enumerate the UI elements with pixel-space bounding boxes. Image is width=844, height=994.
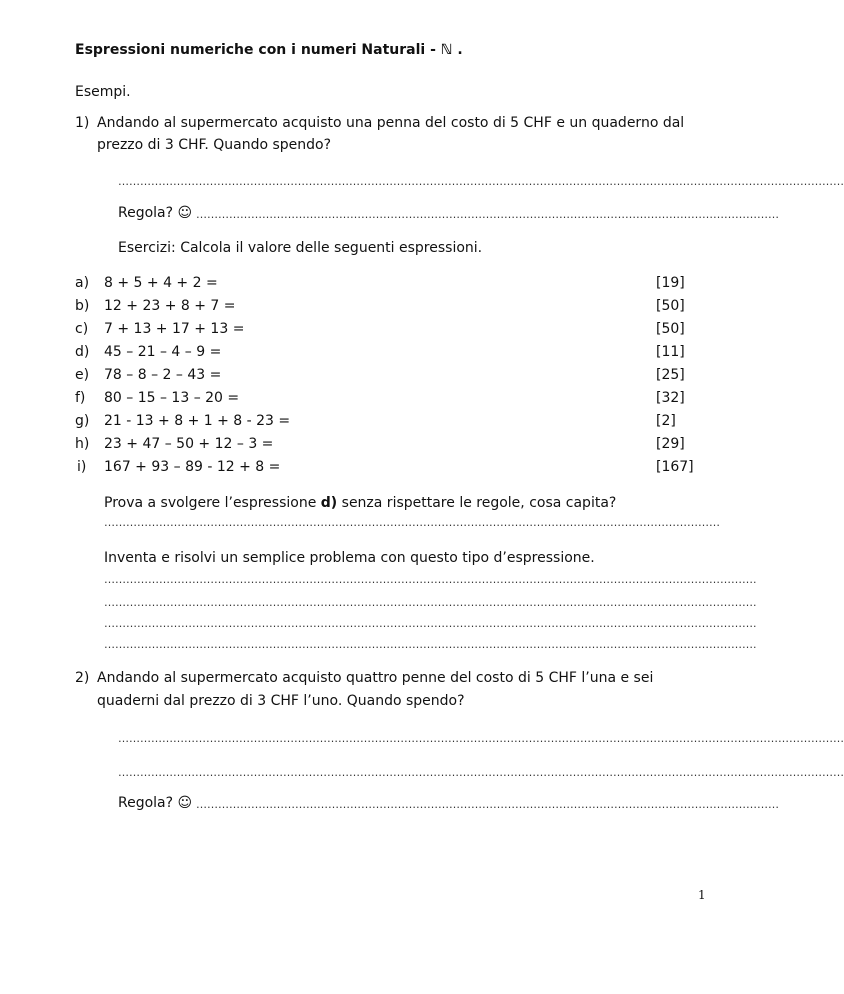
problem1-rule-line: ……………………………………………………………………………………………………………………………………………	[196, 208, 779, 221]
problem1-answer-line: ………………………………………………………………………………………………………………………………………………………………………………	[118, 175, 844, 188]
examples-heading: Esempi.	[75, 84, 131, 100]
exercise-expression: 7 + 13 + 17 + 13 =	[104, 321, 245, 337]
invent-answer-line: …………………………………………………………………………………………………………………………………………………………….	[104, 573, 757, 586]
page-title: Espressioni numeriche con i numeri Naturali - ℕ .	[75, 42, 463, 58]
page-number: 1	[698, 888, 706, 902]
exercise-answer: [2]	[656, 413, 676, 429]
invent-answer-line: …………………………………………………………………………………………………………………………………………………………….	[104, 638, 757, 651]
exercise-letter: c)	[75, 321, 89, 337]
problem2-line2: quaderni dal prezzo di 3 CHF l’uno. Quando spendo?	[97, 693, 465, 709]
try-question	[104, 495, 616, 511]
problem2-answer-line: ………………………………………………………………………………………………………………………………………………………………………………	[118, 766, 844, 779]
try-question-ref: d)	[320, 495, 338, 511]
exercise-expression: 23 + 47 – 50 + 12 – 3 =	[104, 436, 274, 452]
try-question-before: Prova a svolgere l’espressione	[104, 495, 321, 511]
exercise-expression: 8 + 5 + 4 + 2 =	[104, 275, 218, 291]
problem1-line1: Andando al supermercato acquisto una penna del costo di 5 CHF e un quaderno dal	[97, 115, 685, 131]
exercise-answer: [19]	[656, 275, 685, 291]
exercise-answer: [11]	[656, 344, 685, 360]
exercise-letter: a)	[75, 275, 90, 291]
exercise-expression: 45 – 21 – 4 – 9 =	[104, 344, 222, 360]
problem2-answer-line: ………………………………………………………………………………………………………………………………………………………………………………	[118, 732, 844, 745]
exercise-expression: 21 - 13 + 8 + 1 + 8 - 23 =	[104, 413, 291, 429]
exercise-letter: e)	[75, 367, 90, 383]
exercise-answer: [50]	[656, 321, 685, 337]
exercise-letter: d)	[75, 344, 90, 360]
exercise-expression: 78 – 8 – 2 – 43 =	[104, 367, 222, 383]
problem1-number: 1)	[75, 115, 90, 131]
exercise-expression: 12 + 23 + 8 + 7 =	[104, 298, 236, 314]
exercises-heading: Esercizi: Calcola il valore delle seguenti espressioni.	[118, 240, 483, 256]
try-question-answer-line: ……………………………………………………………………………………………………………………………………………………	[104, 516, 720, 529]
problem1-rule-label: Regola? ☺	[118, 205, 193, 221]
try-question-after: senza rispettare le regole, cosa capita?	[337, 495, 617, 511]
exercise-answer: [32]	[656, 390, 685, 406]
exercise-letter: i)	[77, 459, 87, 475]
problem2-rule-label: Regola? ☺	[118, 795, 193, 811]
exercise-answer: [29]	[656, 436, 685, 452]
exercise-answer: [25]	[656, 367, 685, 383]
exercise-letter: b)	[75, 298, 90, 314]
exercise-letter: f)	[75, 390, 86, 406]
invent-prompt: Inventa e risolvi un semplice problema con questo tipo d’espressione.	[104, 550, 595, 566]
exercise-expression: 167 + 93 – 89 - 12 + 8 =	[104, 459, 281, 475]
problem1-line2: prezzo di 3 CHF. Quando spendo?	[97, 137, 332, 153]
exercise-letter: h)	[75, 436, 90, 452]
invent-answer-line: …………………………………………………………………………………………………………………………………………………………….	[104, 617, 757, 630]
exercise-answer: [50]	[656, 298, 685, 314]
exercise-letter: g)	[75, 413, 90, 429]
exercise-expression: 80 – 15 – 13 – 20 =	[104, 390, 240, 406]
problem2-line1: Andando al supermercato acquisto quattro penne del costo di 5 CHF l’una e sei	[97, 670, 654, 686]
exercise-answer: [167]	[656, 459, 694, 475]
problem2-rule-line: ……………………………………………………………………………………………………………………………………………	[196, 798, 779, 811]
problem2-number: 2)	[75, 670, 90, 686]
invent-answer-line: …………………………………………………………………………………………………………………………………………………………….	[104, 596, 757, 609]
